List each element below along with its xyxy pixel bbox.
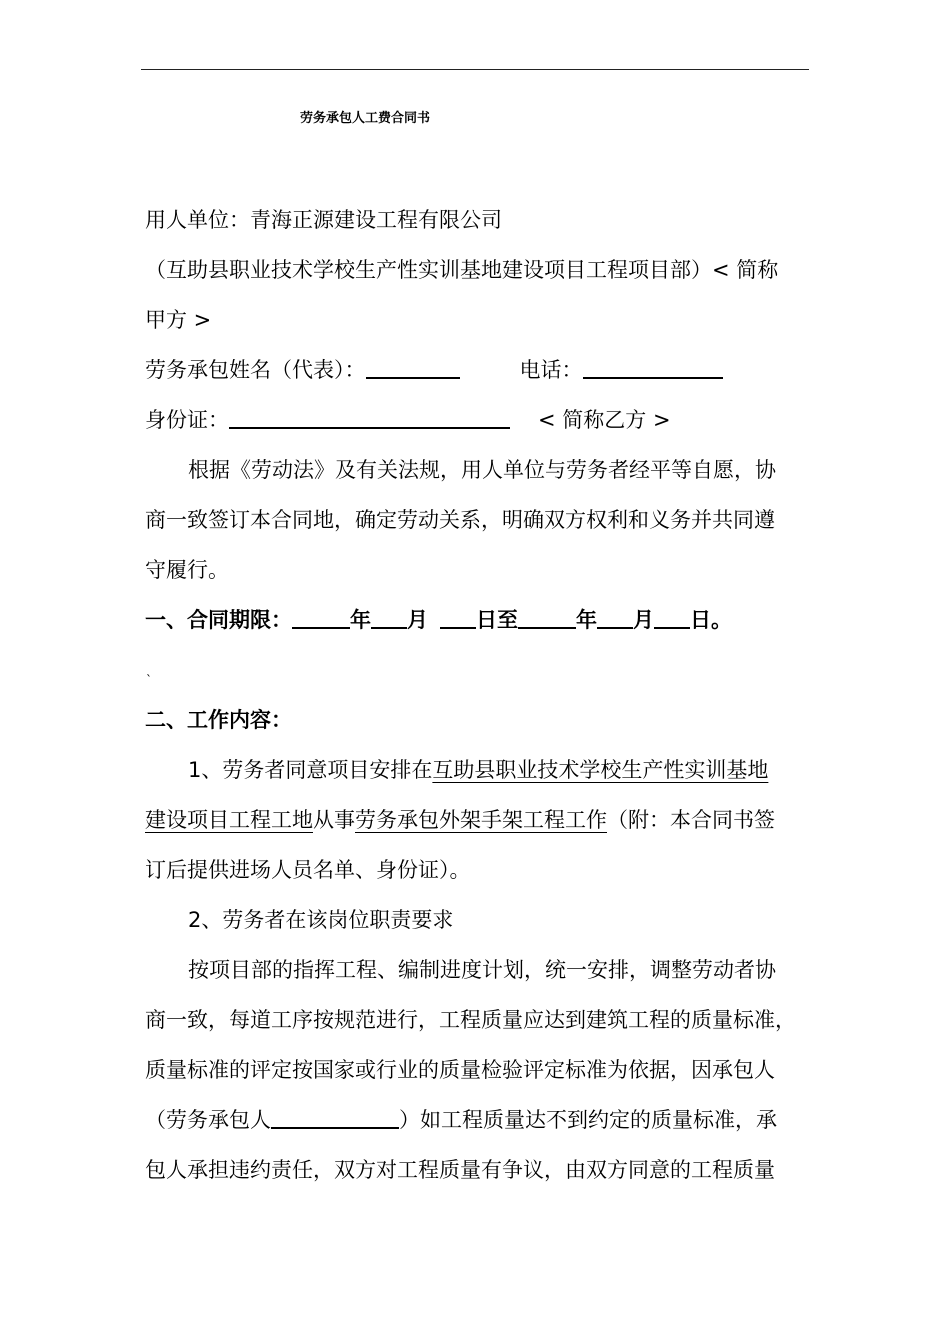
duty-para-line-2: 商一致，每道工序按规范进行，工程质量应达到建筑工程的质量标准， [145, 1008, 796, 1032]
party-a-line: 用人单位：青海正源建设工程有限公司 [145, 208, 502, 232]
duty-para-line-3: 质量标准的评定按国家或行业的质量检验评定标准为依据，因承包人 [145, 1058, 775, 1082]
page-header-title: 劳务承包人工费合同书 [300, 111, 431, 126]
party-b-id-blank[interactable] [229, 407, 510, 429]
start-year-unit: 年 [350, 608, 371, 632]
duty-para-line-5: 包人承担违约责任，双方对工程质量有争议，由双方同意的工程质量 [145, 1158, 775, 1182]
duty-para-line-4 [145, 1106, 777, 1134]
party-b-short: < 简称乙方 > [538, 408, 671, 432]
party-a-dept-line: （互助县职业技术学校生产性实训基地建设项目工程项目部）< 简称 [145, 258, 779, 282]
duty-para-line-1: 按项目部的指挥工程、编制进度计划，统一安排，调整劳动者协 [188, 958, 776, 982]
party-b-phone-label: 电话： [519, 358, 583, 382]
item1-line-1 [188, 756, 768, 784]
stray-tick-mark: ` [146, 673, 152, 687]
start-day-unit: 日至 [476, 608, 518, 632]
party-b-phone-blank[interactable] [583, 357, 723, 379]
start-day-blank[interactable] [440, 607, 476, 629]
party-b-name-label: 劳务承包姓名（代表）： [145, 358, 366, 382]
section2-label: 二、工作内容： [145, 708, 292, 732]
end-year-blank[interactable] [518, 607, 576, 629]
item1-prefix: 1、劳务者同意项目安排在 [188, 758, 433, 782]
item1-site-a: 互助县职业技术学校生产性实训基地 [432, 758, 769, 782]
section1-label: 一、合同期限： [145, 608, 292, 632]
party-b-name-row [145, 356, 723, 384]
intro-line-1: 根据《劳动法》及有关法规，用人单位与劳务者经平等自愿，协 [188, 458, 776, 482]
end-month-blank[interactable] [597, 607, 633, 629]
item1-line-2 [145, 806, 775, 834]
party-a-short-line: 甲方 > [145, 308, 212, 332]
duty-para-l4-a: （劳务承包人 [145, 1108, 271, 1132]
item1-site-b: 建设项目工程工地 [145, 808, 313, 832]
end-month-unit: 月 [633, 608, 654, 632]
item1-suffix: （附：本合同书签 [607, 808, 775, 832]
start-year-blank[interactable] [292, 607, 350, 629]
item1-mid: 从事 [313, 808, 355, 832]
end-day-unit: 日。 [690, 608, 732, 632]
header-rule [141, 69, 809, 70]
duty-para-l4-b: ）如工程质量达不到约定的质量标准，承 [399, 1108, 777, 1132]
party-b-id-label: 身份证： [145, 408, 229, 432]
end-year-unit: 年 [576, 608, 597, 632]
intro-line-2: 商一致签订本合同地，确定劳动关系，明确双方权利和义务并共同遵 [145, 508, 775, 532]
start-month-blank[interactable] [371, 607, 407, 629]
item2-line: 2、劳务者在该岗位职责要求 [188, 908, 454, 932]
item1-line-3: 订后提供进场人员名单、身份证）。 [145, 858, 471, 882]
section1-term-row [145, 606, 732, 634]
start-month-unit: 月 [407, 608, 428, 632]
party-b-name-blank[interactable] [366, 357, 460, 379]
intro-line-3: 守履行。 [145, 558, 229, 582]
item1-work: 劳务承包外架手架工程工作 [355, 808, 607, 832]
contractor-name-blank[interactable] [271, 1107, 399, 1129]
party-b-id-row [145, 406, 671, 434]
end-day-blank[interactable] [654, 607, 690, 629]
